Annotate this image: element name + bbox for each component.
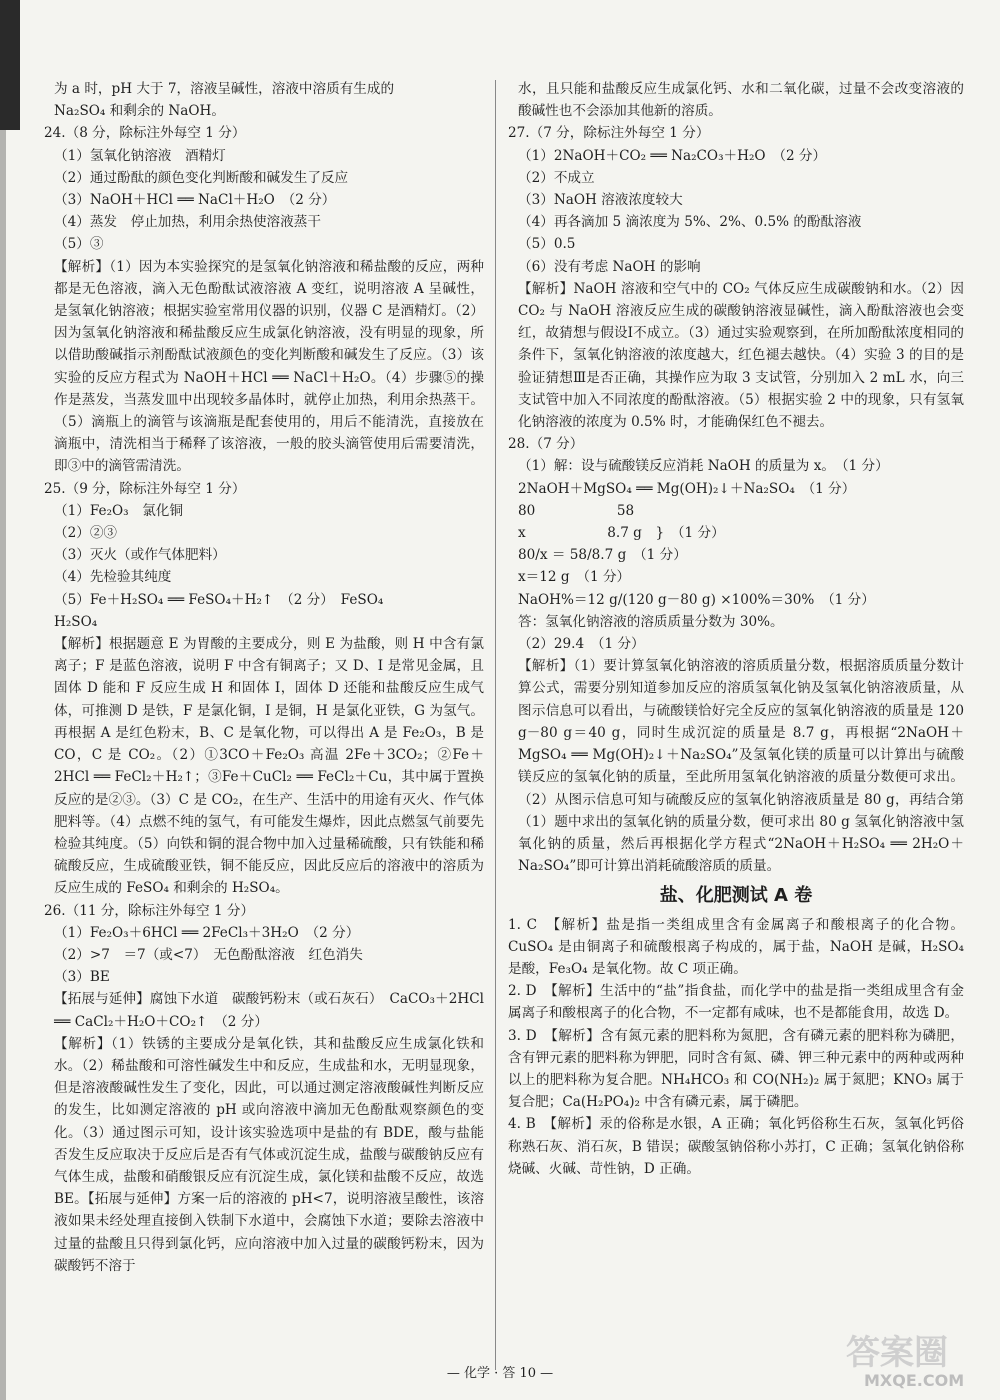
scan-edge-shadow — [0, 130, 6, 1400]
right-line: （2）不成立 — [518, 169, 595, 186]
section-title: 盐、化肥测试 A 卷 — [659, 885, 813, 907]
right-line: 2NaOH＋MgSO₄ ══ Mg(OH)₂↓＋Na₂SO₄ （1 分） — [518, 480, 856, 497]
left-line: （1）Fe₂O₃ 氯化铜 — [54, 502, 183, 519]
right-line: NaOH%＝12 g/(120 g－80 g) ×100%＝30% （1 分） — [518, 591, 875, 608]
left-line: （4）蒸发 停止加热，利用余热使溶液蒸干 — [54, 214, 321, 231]
right-line: x＝12 g （1 分） — [518, 569, 631, 586]
left-line: （2）②③ — [54, 525, 118, 542]
left-line: （5）Fe＋H₂SO₄ ══ FeSO₄＋H₂↑ （2 分） FeSO₄ — [54, 591, 384, 608]
left-line: （5）③ — [54, 236, 104, 253]
right-column — [508, 78, 969, 1180]
right-line: 80/x ＝ 58/8.7 g （1 分） — [518, 547, 687, 564]
left-line: 【解析】根据题意 E 为胃酸的主要成分，则 E 为盐酸，则 H 中含有氯离子；F 是蓝色溶液，说明 F 中含有铜离子；又 D、I 是常见金属，且固体 D 能和 F 反应生成 H 和固体 I，固体 D 还能和盐酸反应生成气体，可推测 D 是铁，F 是氯化铜，I 是铜，H 是氯化亚铁，G 为氢气。再根据 A 是红色粉末，B、C 是氧化物，可以得出 A 是 Fe₂O₃，B 是 CO，C 是 CO₂。（2）①3CO＋Fe₂O₃ 高温 2Fe＋3CO₂；②Fe＋2HCl ══ FeCl₂＋H₂↑；③Fe＋CuCl₂ ══ FeCl₂＋Cu，其中属于置换反应的是②③。（3）C 是 CO₂，在生产、生活中的用途有灭火、作气体肥料等。（4）点燃不纯的氢气，有可能发生爆炸，因此点燃氢气前要先检验其纯度。（5）向铁和铜的混合物中加入过量稀硫酸，只有铁能和稀硫酸反应，生成硫酸亚铁，铜不能反应，因此反应后的溶液中的溶质为反应生成的 FeSO₄ 和剩余的 H₂SO₄。 — [54, 636, 489, 897]
left-line: （3）NaOH＋HCl ══ NaCl＋H₂O （2 分） — [54, 192, 336, 209]
right-line: （4）再各滴加 5 滴浓度为 5%、2%、0.5% 的酚酞溶液 — [518, 214, 862, 231]
page-footer: — 化学 · 答 10 — — [446, 1366, 554, 1381]
left-line: H₂SO₄ — [54, 613, 98, 630]
left-line: （4）先检验其纯度 — [54, 569, 172, 586]
right-line: （5）0.5 — [518, 236, 576, 253]
left-line: （1）氢氧化钠溶液 酒精灯 — [54, 147, 226, 164]
right-line: 水，且只能和盐酸反应生成氯化钙、水和二氧化碳，过量不会改变溶液的酸碱性也不会添加其他新的溶质。 — [518, 81, 964, 120]
left-line: 【解析】（1）铁锈的主要成分是氧化铁，其和盐酸反应生成氯化铁和水。（2）稀盐酸和可溶性碱发生中和反应，生成盐和水，无明显现象，但是溶液酸碱性发生了变化，因此，可以通过测定溶液酸碱性判断反应的发生，比如测定溶液的 pH 或向溶液中滴加无色酚酞观察颜色的变化。（3）通过图示可知，设计该实验选项中是盐的有 BDE，酸与盐能否发生反应取决于反应后是否有气体或沉淀生成，盐酸与碳酸钠反应有气体生成，盐酸和硝酸银反应有沉淀生成，氯化镁和盐酸不反应，故选 BE。【拓展与延伸】方案一后的溶液的 pH<7，说明溶液呈酸性，该溶液如果未经处理直接倒入铁制下水道中，会腐蚀下水道；要除去溶液中过量的盐酸且只得到氯化钙，应向溶液中加入过量的碳酸钙粉末，因为碳酸钙不溶于 — [54, 1035, 489, 1274]
left-line: 为 a 时，pH 大于 7，溶液呈碱性，溶液中溶质有生成的 — [54, 81, 395, 97]
left-line: （2）>7 ＝7（或<7） 无色酚酞溶液 红色消失 — [54, 946, 363, 963]
watermark-main: 答案圈 — [846, 1333, 948, 1373]
left-line: （1）Fe₂O₃＋6HCl ══ 2FeCl₃＋3H₂O （2 分） — [54, 924, 360, 941]
right-line: （1）解：设与硫酸镁反应消耗 NaOH 的质量为 x。 （1 分） — [518, 458, 889, 475]
right-line: 2. D 【解析】生活中的“盐”指食盐，而化学中的盐是指一类组成里含有金属离子和酸根离子的化合物，不一定都有咸味，也不是都能食用，故选 D。 — [508, 983, 964, 1022]
left-column — [44, 78, 489, 1277]
right-line: x 8.7 g } （1 分） — [518, 525, 725, 542]
left-line: 【解析】（1）因为本实验探究的是氢氧化钠溶液和稀盐酸的反应，两种都是无色溶液，滴入无色酚酞试液溶液 A 变红，说明溶液 A 呈碱性，是氢氧化钠溶液；根据实验室常用仪器的识别，仪器 C 是酒精灯。（2）因为氢氧化钠溶液和稀盐酸反应生成氯化钠溶液，没有明显的现象，所以借助酸碱指示剂酚酞试液颜色的变化判断酸和碱发生了反应。（3）该实验的反应方程式为 NaOH＋HCl ══ NaCl＋H₂O。（4）步骤⑤的操作是蒸发，当蒸发皿中出现较多晶体时，就停止加热，利用余热蒸干。（5）滴瓶上的滴管与该滴瓶是配套使用的，用后不能清洗，直接放在滴瓶中，清洗相当于稀释了该溶液，一般的胶头滴管使用后需要清洗，即③中的滴管需清洗。 — [54, 258, 484, 475]
watermark-logo — [842, 1330, 982, 1390]
right-line: （3）NaOH 溶液浓度较大 — [518, 192, 683, 209]
left-line: 25.（9 分，除标注外每空 1 分） — [44, 480, 246, 497]
left-line: （3）BE — [54, 969, 110, 986]
watermark-sub: MXQE.COM — [864, 1371, 965, 1390]
right-line: 80 58 — [518, 502, 635, 519]
right-line: （6）没有考虑 NaOH 的影响 — [518, 258, 701, 275]
left-line: （3）灭火（或作气体肥料） — [54, 547, 226, 564]
left-line: Na₂SO₄ 和剩余的 NaOH。 — [54, 103, 225, 120]
right-line: 27.（7 分，除标注外每空 1 分） — [508, 125, 710, 142]
right-line: 【解析】（1）要计算氢氧化钠溶液的溶质质量分数，根据溶质质量分数计算公式，需要分别知道参加反应的溶质氢氧化钠及氢氧化钠溶液质量，从图示信息可以看出，与硫酸镁恰好完全反应的氢氧化钠溶液的质量是 120 g－80 g＝40 g，同时生成沉淀的质量是 8.7 g，再根据“2NaOH＋MgSO₄ ══ Mg(OH)₂↓＋Na₂SO₄”及氢氧化镁的质量可以计算出与硫酸镁反应的氢氧化钠的质量，至此所用氢氧化钠溶液的质量分数便可求出。（2）从图示信息可知与硫酸反应的氢氧化钠溶液质量是 80 g，再结合第（1）题中求出的氢氧化钠的质量分数，便可求出 80 g 氢氧化钠溶液中氢氧化钠的质量，然后再根据化学方程式“2NaOH＋H₂SO₄ ══ 2H₂O＋Na₂SO₄”即可计算出消耗硫酸溶质的质量。 — [518, 658, 969, 875]
right-line: （1）2NaOH＋CO₂ ══ Na₂CO₃＋H₂O （2 分） — [518, 147, 827, 164]
right-line: 1. C 【解析】盐是指一类组成里含有金属离子和酸根离子的化合物。CuSO₄ 是由铜离子和硫酸根离子构成的，属于盐，NaOH 是碱，H₂SO₄ 是酸，Fe₃O₄ 是氧化物。故 C 项正确。 — [508, 916, 969, 977]
right-line: 【解析】NaOH 溶液和空气中的 CO₂ 气体反应生成碳酸钠和水。（2）因 CO₂ 与 NaOH 溶液反应生成的碳酸钠溶液显碱性，滴入酚酞溶液也会变红，故猜想与假设Ⅰ不成立。（3）通过实验观察到，在所加酚酞浓度相同的条件下，氢氧化钠溶液的浓度越大，红色褪去越快。（4）实验 3 的目的是验证猜想Ⅲ是否正确，其操作应为取 3 支试管，分别加入 2 mL 水，向三支试管中加入不同浓度的酚酞溶液。（5）根据实验 2 中的现象，只有氢氧化钠溶液的浓度为 0.5% 时，才能确保红色不褪去。 — [518, 280, 969, 431]
right-line: 3. D 【解析】含有氮元素的肥料称为氮肥，含有磷元素的肥料称为磷肥，含有钾元素的肥料称为钾肥，同时含有氮、磷、钾三种元素中的两种或两种以上的肥料称为复合肥。NH₄HCO₃ 和 CO(NH₂)₂ 属于氮肥；KNO₃ 属于复合肥；Ca(H₂PO₄)₂ 中含有磷元素，属于磷肥。 — [508, 1027, 964, 1111]
left-line: 【拓展与延伸】腐蚀下水道 碳酸钙粉末（或石灰石） CaCO₃＋2HCl ══ CaCl₂＋H₂O＋CO₂↑ （2 分） — [54, 991, 489, 1030]
right-line: 4. B 【解析】汞的俗称是水银，A 正确；氧化钙俗称生石灰，氢氧化钙俗称熟石灰、消石灰，B 错误；碳酸氢钠俗称小苏打，C 正确；氢氧化钠俗称烧碱、火碱、苛性钠，D 正确。 — [508, 1116, 964, 1177]
column-divider — [495, 80, 496, 1370]
left-line: 26.（11 分，除标注外每空 1 分） — [44, 902, 255, 919]
right-line: 28.（7 分） — [508, 436, 584, 453]
left-line: 24.（8 分，除标注外每空 1 分） — [44, 125, 246, 142]
scan-edge-dark — [0, 0, 20, 130]
left-line: （2）通过酚酞的颜色变化判断酸和碱发生了反应 — [54, 169, 349, 186]
right-line: 答：氢氧化钠溶液的溶质质量分数为 30%。 — [518, 613, 784, 630]
right-line: （2）29.4 （1 分） — [518, 636, 645, 653]
